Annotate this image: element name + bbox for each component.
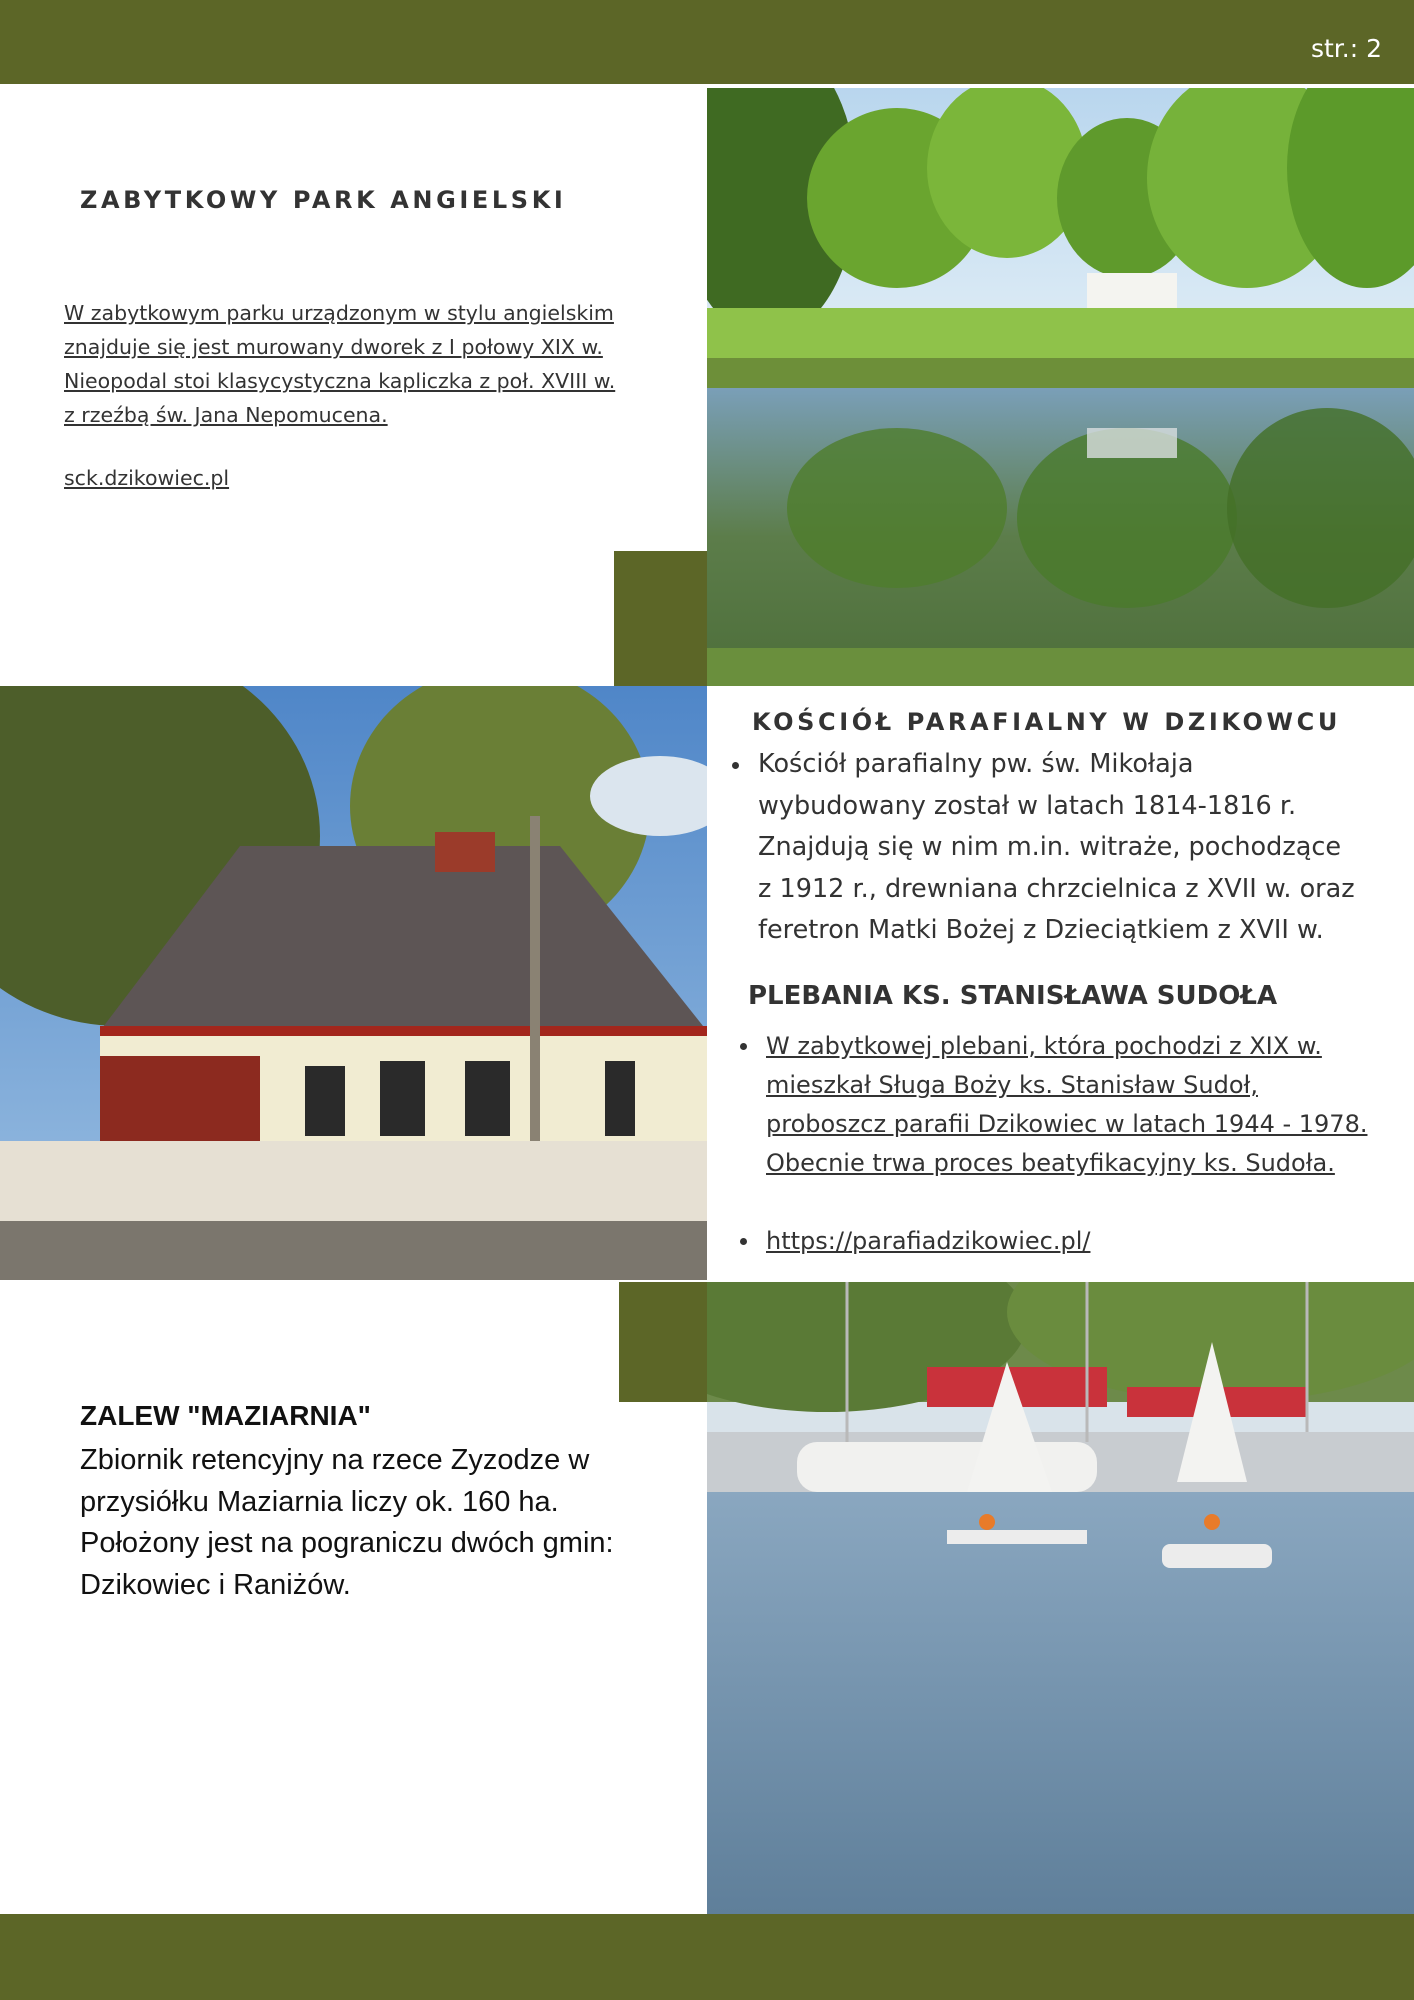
plebania-title: PLEBANIA KS. STANISŁAWA SUDOŁA [748,981,1278,1011]
park-line: W zabytkowym parku urządzonym w stylu angielskim [64,301,614,325]
park-title: ZABYTKOWY PARK ANGIELSKI [80,186,567,214]
church-line: feretron Matki Bożej z Dzieciątkiem z XVII w. [758,915,1324,945]
footer-bar [0,1914,1414,2000]
park-pond-photo [707,88,1414,686]
park-website-link[interactable]: sck.dzikowiec.pl [64,466,230,490]
park-line: znajduje się jest murowany dworek z I połowy XIX w. [64,335,603,359]
park-description [64,296,654,432]
header-bar [0,0,1414,84]
lake-description [80,1440,680,1606]
church-line: z 1912 r., drewniana chrzcielnica z XVII w. oraz [758,873,1355,904]
lake-line: Zbiornik retencyjny na rzece Zyzodze w [80,1444,590,1476]
lake-title: ZALEW "MAZIARNIA" [80,1400,371,1431]
plebania-line: W zabytkowej plebani, która pochodzi z XIX w. [766,1032,1322,1060]
list-item [726,744,1396,952]
page-number: str.: 2 [1310,34,1382,63]
list-item[interactable] [734,1222,1404,1261]
parsonage-house-photo [0,686,707,1280]
park-line: z rzeźbą św. Jana Nepomucena. [64,403,388,427]
list-item [734,1027,1404,1183]
church-line: Kościół parafialny pw. św. Mikołaja [758,749,1194,779]
marina-sailboats-photo [707,1282,1414,1914]
church-description-list [726,744,1396,952]
plebania-description-list [734,1027,1404,1261]
church-line: wybudowany został w latach 1814-1816 r. [758,790,1297,821]
plebania-line: proboszcz parafii Dzikowiec w latach 1944 - 1978. [766,1110,1368,1138]
park-line: Nieopodal stoi klasycystyczna kapliczka z poł. XVIII w. [64,369,616,393]
lake-line: Położony jest na pograniczu dwóch gmin: [80,1527,614,1559]
accent-block [614,551,710,686]
accent-block [619,1282,708,1402]
lake-line: Dzikowiec i Raniżów. [80,1568,351,1601]
church-line: Znajdują się w nim m.in. witraże, pochodzące [758,832,1342,862]
lake-line: przysiółku Maziarnia liczy ok. 160 ha. [80,1485,559,1518]
parish-website-link[interactable]: https://parafiadzikowiec.pl/ [766,1227,1091,1255]
plebania-line: mieszkał Sługa Boży ks. Stanisław Sudoł, [766,1071,1258,1099]
church-title: KOŚCIÓŁ PARAFIALNY W DZIKOWCU [752,708,1341,736]
plebania-line: Obecnie trwa proces beatyfikacyjny ks. Sudoła. [766,1149,1335,1177]
